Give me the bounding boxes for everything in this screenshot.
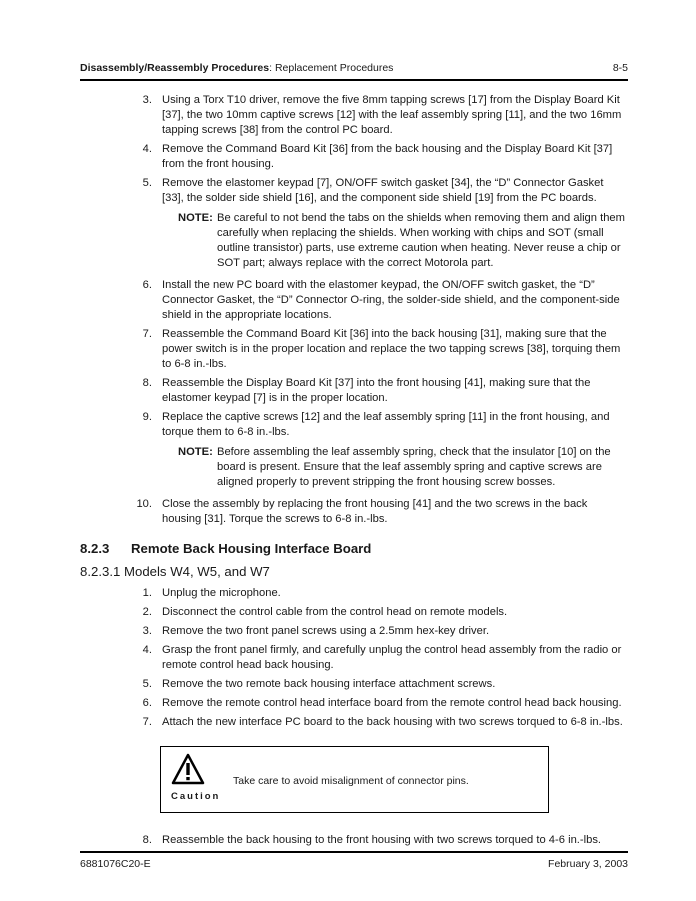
note-block-1 <box>80 211 628 271</box>
list-item-number: 3. <box>142 625 152 637</box>
list-item <box>80 142 628 172</box>
list-item-text: Remove the Command Board Kit [36] from the back housing and the Display Board Kit [37] from the front housing. <box>162 143 613 170</box>
list-item-number: 2. <box>142 606 152 618</box>
list-item-number: 1. <box>142 587 152 599</box>
list-item-number: 10. <box>136 498 152 510</box>
list-item <box>80 93 628 138</box>
page-number: 8-5 <box>612 62 628 74</box>
subsection-number: 8.2.3.1 <box>80 564 121 579</box>
list-item-text: Close the assembly by replacing the front housing [41] and the two screws in the back housing [31]. Torque the screws to 6-8 in.-lbs. <box>162 498 588 525</box>
section-heading <box>80 541 628 556</box>
list-item <box>80 605 628 620</box>
header-rule <box>80 79 628 81</box>
footer-rule <box>80 851 628 853</box>
list-item-number: 5. <box>142 678 152 690</box>
list-item-text: Remove the remote control head interface board from the remote control head back housing. <box>162 697 622 709</box>
list-item <box>80 376 628 406</box>
list-item-text: Unplug the microphone. <box>162 587 281 599</box>
procedure-list-2 <box>80 278 628 440</box>
page-header <box>80 62 628 74</box>
list-item-text: Reassemble the Command Board Kit [36] into the back housing [31], making sure that the power switch is in the proper location and replace the two tapping screws [38], torquing them to 6-8 in.-lbs. <box>162 328 621 370</box>
list-item-text: Reassemble the Display Board Kit [37] into the front housing [41], making sure that the elastomer keypad [7] is in the proper location. <box>162 377 591 404</box>
list-item-number: 6. <box>142 279 152 291</box>
list-item <box>80 624 628 639</box>
list-item <box>80 497 628 527</box>
section-title: Remote Back Housing Interface Board <box>131 541 372 556</box>
list-item <box>80 677 628 692</box>
list-item <box>80 643 628 673</box>
note-text: Before assembling the leaf assembly spring, check that the insulator [10] on the board is present. Ensure that the leaf assembly spring and captive screws are aligned properly to prevent stripping the front housing screw bosses. <box>217 446 611 488</box>
list-item-text: Disconnect the control cable from the control head on remote models. <box>162 606 508 618</box>
procedure-list-4 <box>80 586 628 730</box>
list-item-text: Attach the new interface PC board to the back housing with two screws torqued to 6-8 in.-lbs. <box>162 716 623 728</box>
list-item-number: 4. <box>142 143 152 155</box>
list-item-number: 7. <box>142 716 152 728</box>
publication-date: February 3, 2003 <box>548 858 628 870</box>
list-item-number: 5. <box>142 177 152 189</box>
list-item-text: Replace the captive screws [12] and the leaf assembly spring [11] in the front housing, and torque them to 6-8 in.-lbs. <box>162 411 610 438</box>
list-item-number: 7. <box>142 328 152 340</box>
page-footer <box>80 858 628 870</box>
list-item-number: 9. <box>142 411 152 423</box>
list-item-text: Remove the two remote back housing interface attachment screws. <box>162 678 496 690</box>
header-subsection: : Replacement Procedures <box>269 62 394 74</box>
list-item <box>80 586 628 601</box>
list-item <box>80 833 628 848</box>
caution-text: Take care to avoid misalignment of connector pins. <box>233 775 469 787</box>
list-item-text: Install the new PC board with the elastomer keypad, the ON/OFF switch gasket, the “D” Connector Gasket, the “D” Connector O-ring, the solder-side shield, and the component-side shield in the appropriate locations. <box>162 279 620 321</box>
procedure-list-5 <box>80 833 628 848</box>
list-item-number: 8. <box>142 377 152 389</box>
list-item-number: 6. <box>142 697 152 709</box>
list-item-number: 4. <box>142 644 152 656</box>
list-item-text: Reassemble the back housing to the front housing with two screws torqued to 4-6 in.-lbs. <box>162 834 602 846</box>
note-block-2 <box>80 445 628 490</box>
note-label: NOTE: <box>178 446 213 458</box>
list-item <box>80 410 628 440</box>
list-item-number: 3. <box>142 94 152 106</box>
caution-box <box>160 746 549 813</box>
list-item <box>80 278 628 323</box>
subsection-heading <box>80 564 628 579</box>
list-item <box>80 715 628 730</box>
note-text: Be careful to not bend the tabs on the shields when removing them and align them carefully when replacing the shields. When working with chips and SOT (small outline transistor) parts, use extreme caution when heating. Never reuse a chip or SOT part; always replace with the correct Motorola part. <box>217 212 625 269</box>
list-item-text: Remove the two front panel screws using a 2.5mm hex-key driver. <box>162 625 490 637</box>
list-item-text: Grasp the front panel firmly, and carefully unplug the control head assembly from the radio or remote control head back housing. <box>162 644 622 671</box>
page-content <box>80 93 628 852</box>
caution-label: Caution <box>171 791 221 802</box>
subsection-title: Models W4, W5, and W7 <box>124 564 270 579</box>
procedure-list-1 <box>80 93 628 206</box>
warning-triangle-icon <box>171 753 205 785</box>
list-item-text: Using a Torx T10 driver, remove the five 8mm tapping screws [17] from the Display Board Kit [37], the two 10mm captive screws [12] with the leaf assembly spring [11], and the two 16mm tapping screws [38] from the control PC board. <box>162 94 622 136</box>
procedure-list-3 <box>80 497 628 527</box>
document-number: 6881076C20-E <box>80 858 151 870</box>
section-number: 8.2.3 <box>80 541 110 556</box>
list-item <box>80 176 628 206</box>
header-section: Disassembly/Reassembly Procedures <box>80 62 270 74</box>
note-label: NOTE: <box>178 212 213 224</box>
list-item-number: 8. <box>142 834 152 846</box>
list-item-text: Remove the elastomer keypad [7], ON/OFF switch gasket [34], the “D” Connector Gasket [33], the solder side shield [16], and the component side shield [19] from the PC boards. <box>162 177 604 204</box>
list-item <box>80 696 628 711</box>
list-item <box>80 327 628 372</box>
